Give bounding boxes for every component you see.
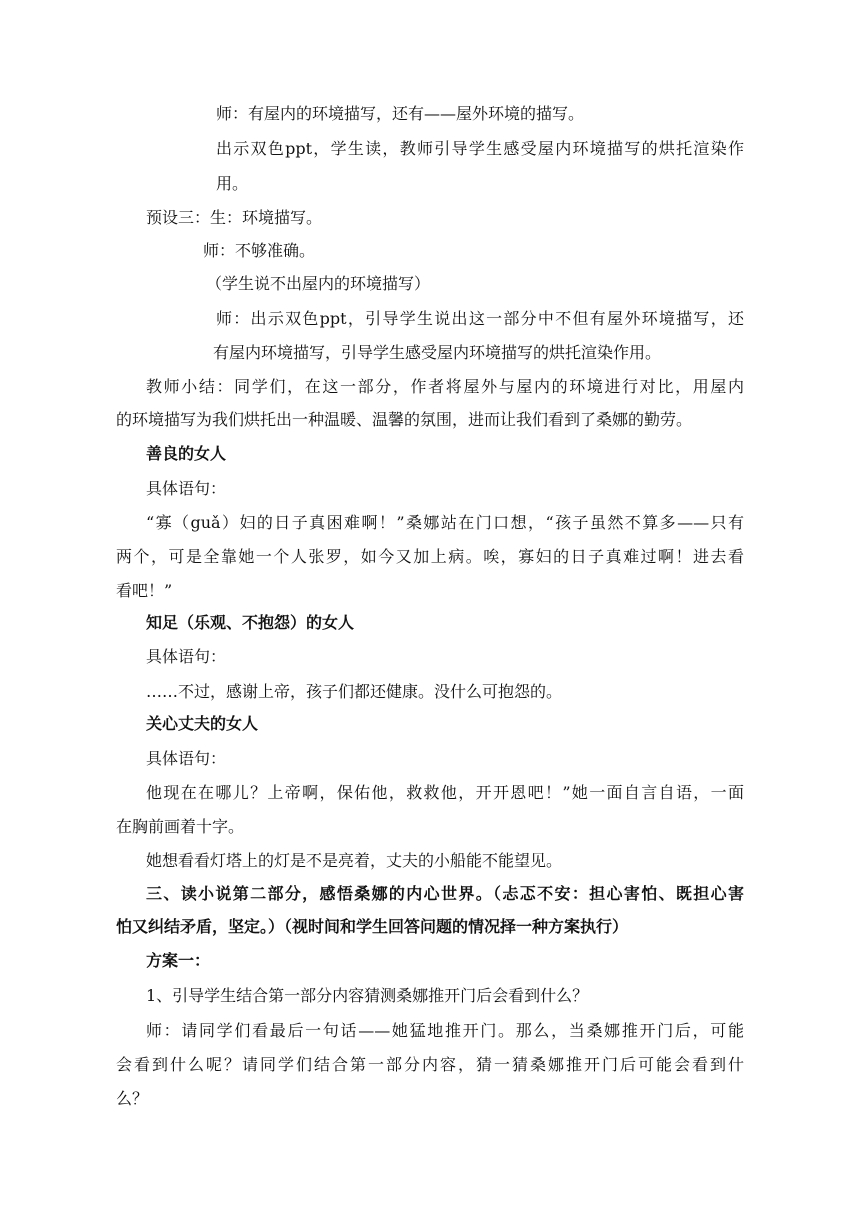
text-line: “寡（guǎ）妇的日子真困难啊！”桑娜站在门口想，“孩子虽然不算多——只有 bbox=[146, 513, 744, 532]
text-line: 两个，可是全靠她一个人张罗，如今又加上病。唉，寡妇的日子真难过啊！进去看 bbox=[116, 547, 744, 566]
text-line: （学生说不出屋内的环境描写） bbox=[206, 274, 431, 293]
text-line: 会看到什么呢？请同学们结合第一部分内容，猜一猜桑娜推开门后可能会看到什 bbox=[116, 1055, 744, 1074]
text-line: 么？ bbox=[116, 1089, 149, 1108]
section-heading: 关心丈夫的女人 bbox=[146, 714, 259, 733]
text-line: ……不过，感谢上帝，孩子们都还健康。没什么可抱怨的。 bbox=[146, 682, 563, 701]
text-line: 有屋内环境描写，引导学生感受屋内环境描写的烘托渲染作用。 bbox=[213, 343, 662, 362]
text-line: 出示双色ppt，学生读，教师引导学生感受屋内环境描写的烘托渲染作 bbox=[216, 139, 744, 158]
section-heading: 怕又纠结矛盾，坚定。）（视时间和学生回答问题的情况择一种方案执行） bbox=[116, 917, 629, 936]
text-line: 预设三：生：环境描写。 bbox=[146, 208, 323, 227]
text-line: 的环境描写为我们烘托出一种温暖、温馨的氛围，进而让我们看到了桑娜的勤劳。 bbox=[116, 410, 693, 429]
section-heading: 三、读小说第二部分，感悟桑娜的内心世界。（忐忑不安：担心害怕、既担心害 bbox=[146, 884, 744, 903]
text-line: 师：请同学们看最后一句话——她猛地推开门。那么，当桑娜推开门后，可能 bbox=[146, 1021, 744, 1040]
text-line: 具体语句： bbox=[146, 479, 227, 498]
text-line: 师：出示双色ppt，引导学生说出这一部分中不但有屋外环境描写，还 bbox=[216, 309, 744, 328]
section-heading: 善良的女人 bbox=[146, 444, 227, 463]
text-line: 教师小结：同学们，在这一部分，作者将屋外与屋内的环境进行对比，用屋内 bbox=[146, 377, 744, 396]
text-line: 师：不够准确。 bbox=[203, 241, 316, 260]
text-line: 用。 bbox=[216, 174, 249, 193]
section-heading: 知足（乐观、不抱怨）的女人 bbox=[146, 613, 355, 632]
section-heading: 方案一： bbox=[146, 951, 211, 970]
text-line: 师：有屋内的环境描写，还有——屋外环境的描写。 bbox=[216, 104, 585, 123]
text-line: 具体语句： bbox=[146, 749, 227, 768]
text-line: 具体语句： bbox=[146, 647, 227, 666]
text-line: 他现在在哪儿？上帝啊，保佑他，救救他，开开恩吧！”她一面自言自语，一面 bbox=[146, 783, 744, 802]
text-line: 在胸前画着十字。 bbox=[116, 817, 245, 836]
text-line: 1、引导学生结合第一部分内容猜测桑娜推开门后会看到什么？ bbox=[146, 986, 589, 1005]
text-line: 她想看看灯塔上的灯是不是亮着，丈夫的小船能不能望见。 bbox=[146, 851, 563, 870]
text-line: 看吧！” bbox=[116, 581, 173, 600]
